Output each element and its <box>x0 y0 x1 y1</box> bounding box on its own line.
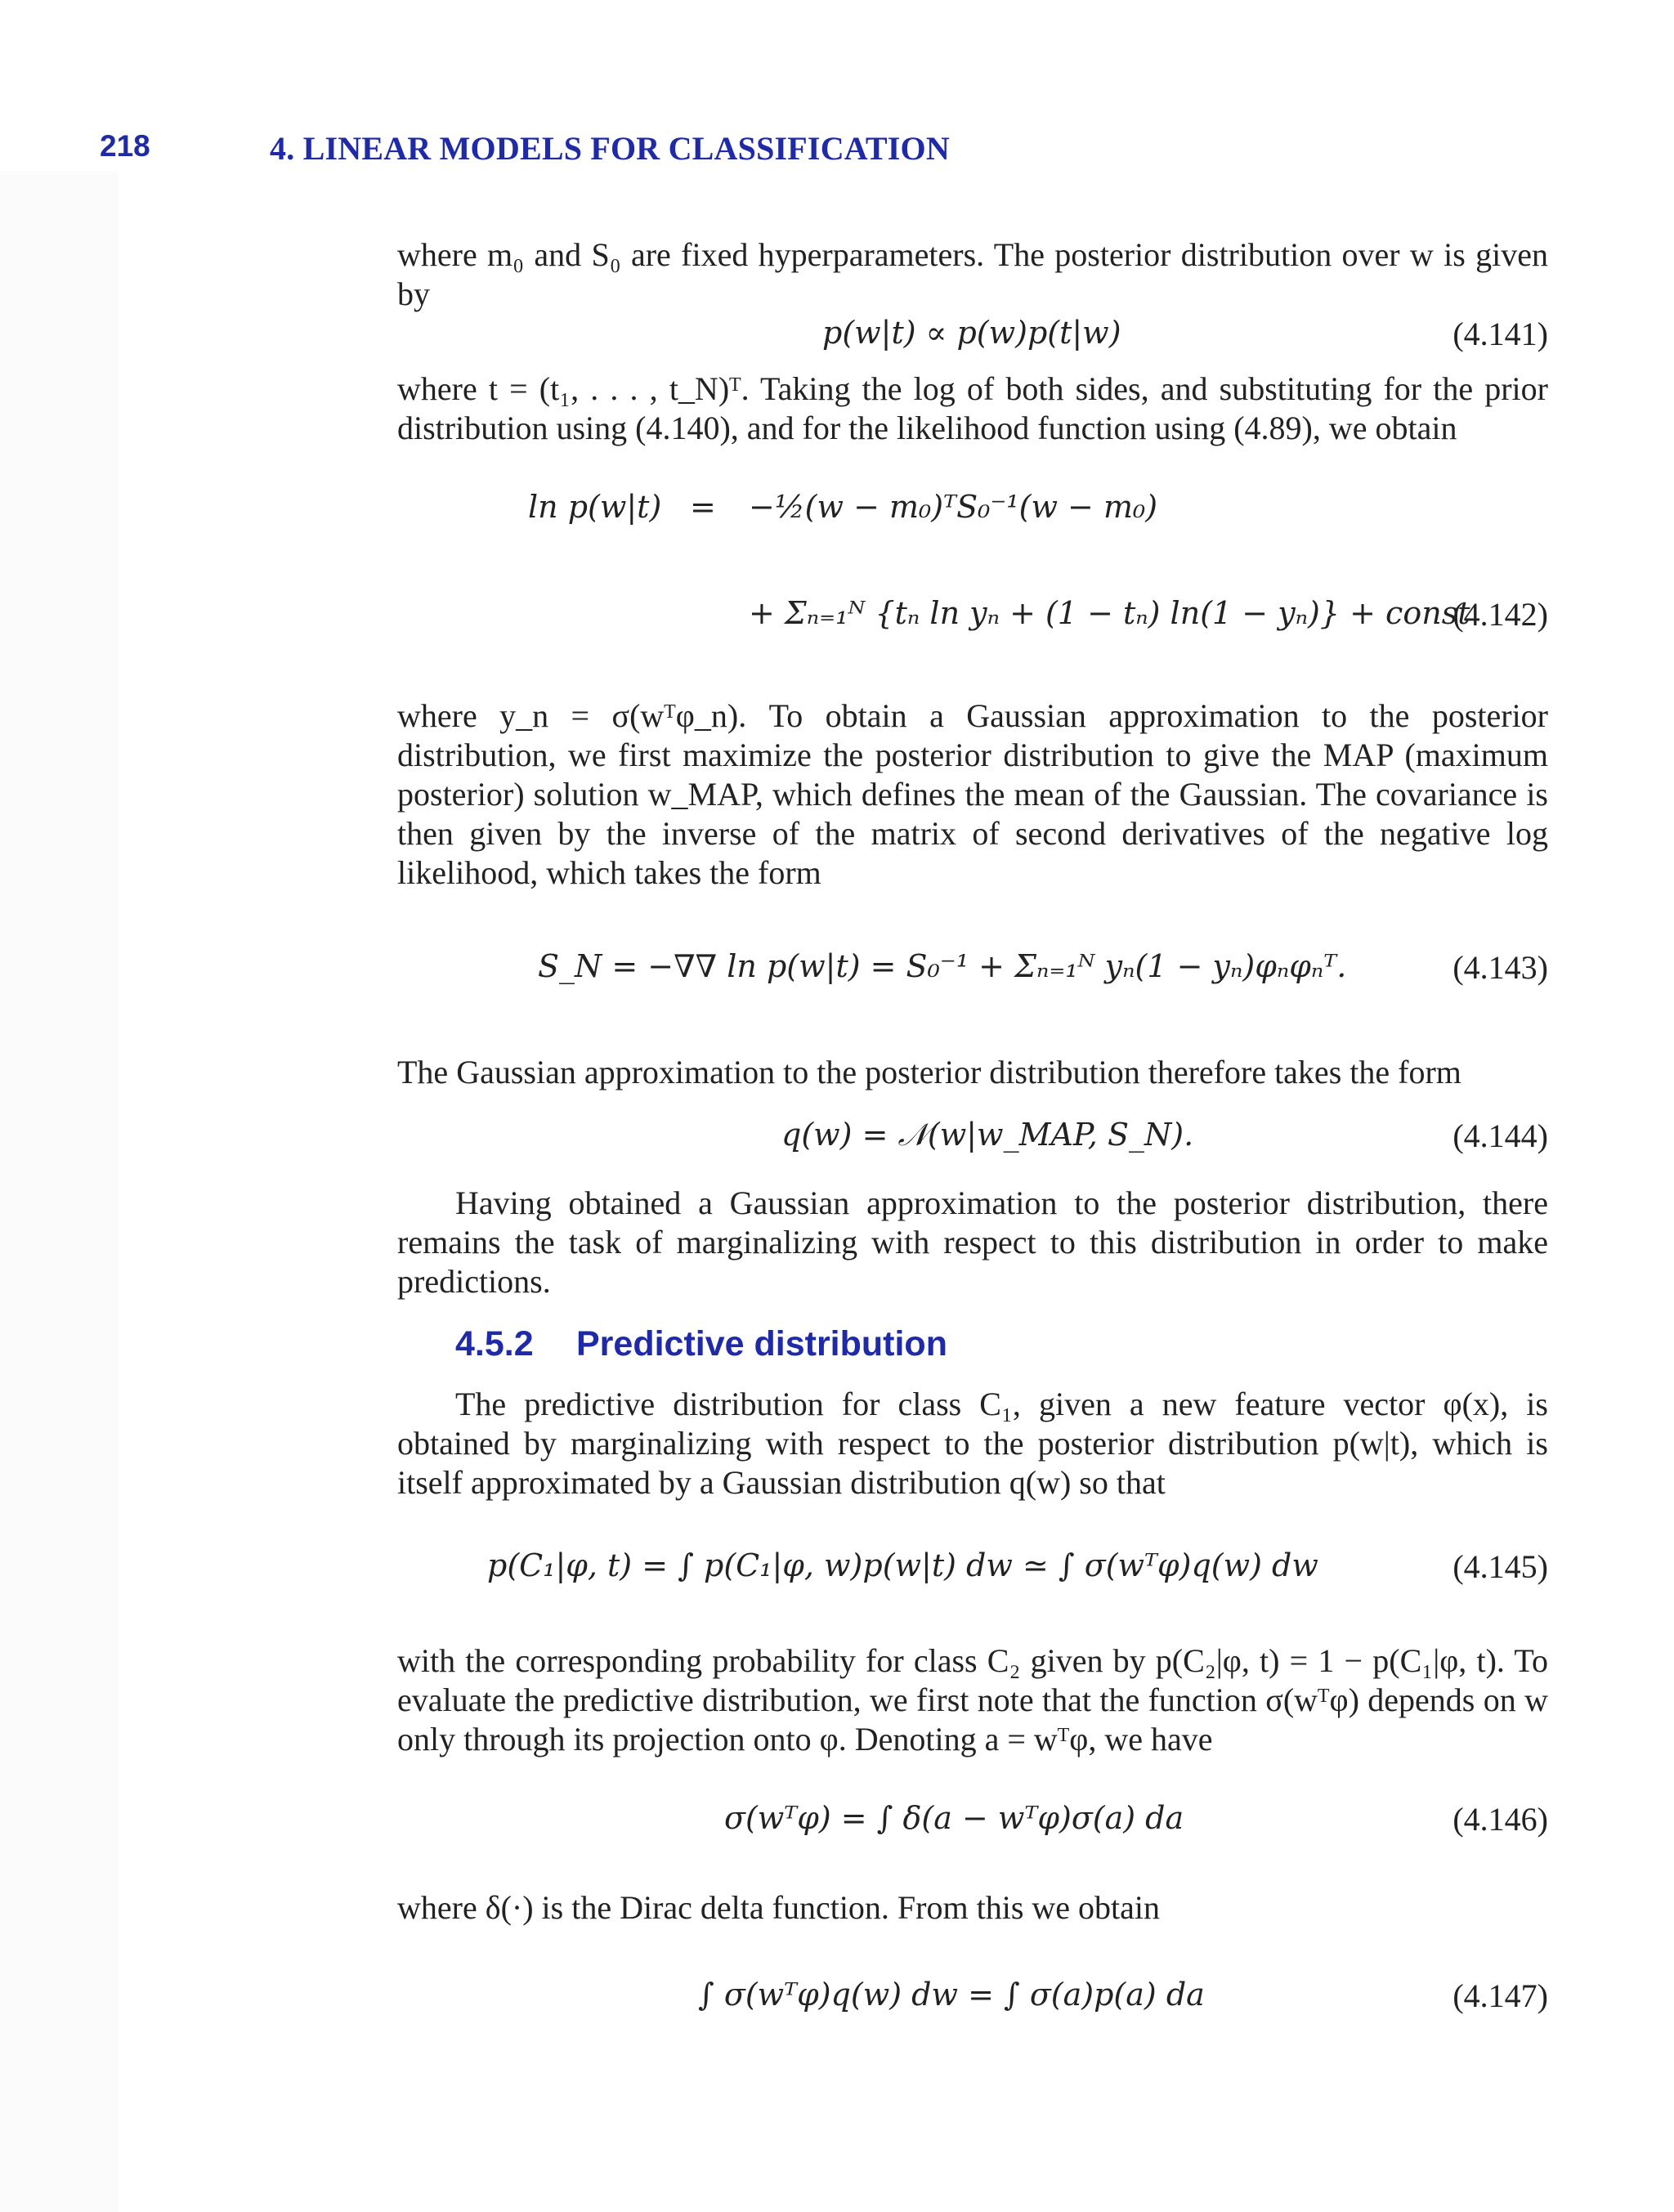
equation-number: (4.142) <box>1452 596 1548 633</box>
equation-4-142-line2 <box>397 595 1548 644</box>
section-title: Predictive distribution <box>576 1324 947 1363</box>
section-heading <box>455 1324 947 1364</box>
equation-number: (4.145) <box>1452 1548 1548 1585</box>
paragraph-predictive-distribution: The predictive distribution for class C₁, given a new feature vector φ(x), is obtained by marginalizing with respect to the posterior distribution p(w|t), which is itself approximated by a Gaussian distribution q(w) so that <box>397 1386 1548 1501</box>
equation-expression: p(w|t) ∝ p(w)p(t|w) <box>822 315 1121 351</box>
page-margin-shade <box>0 172 119 2212</box>
equation-number: (4.141) <box>1452 316 1548 352</box>
equation-number: (4.143) <box>1452 949 1548 986</box>
paragraph-map-solution: where y_n = σ(wᵀφ_n). To obtain a Gaussian approximation to the posterior distribution, we first maximize the posterior distribution to give the MAP (maximum posterior) solution w_MAP, which defines the mean of the Gaussian. The covariance is then given by the inverse of the matrix of second derivatives of the negative log likelihood, which takes the form <box>397 697 1548 891</box>
paragraph-gaussian-approximation: The Gaussian approximation to the posterior distribution therefore takes the form <box>397 1054 1461 1090</box>
equation-number: (4.146) <box>1452 1801 1548 1838</box>
equation-4-143 <box>397 948 1548 997</box>
equation-expression: p(C₁|φ, t) = ∫ p(C₁|φ, w)p(w|t) dw ≃ ∫ σ(wᵀφ)q(w) dw <box>487 1547 1318 1583</box>
page-header <box>0 129 1674 178</box>
chapter-title: 4. LINEAR MODELS FOR CLASSIFICATION <box>270 130 950 167</box>
equation-expression: σ(wᵀφ) = ∫ δ(a − wᵀφ)σ(a) da <box>724 1800 1184 1836</box>
paragraph-log-posterior: where t = (t₁, . . . , t_N)ᵀ. Taking the log of both sides, and substituting for the prior distribution using (4.140), and for the likelihood function using (4.89), we obtain <box>397 370 1548 446</box>
equation-expression: q(w) = 𝒩(w|w_MAP, S_N). <box>781 1117 1194 1153</box>
equation-number: (4.147) <box>1452 1977 1548 2014</box>
paragraph-hyperparameters: where m₀ and S₀ are fixed hyperparameters. The posterior distribution over w is given by <box>397 236 1548 312</box>
section-number: 4.5.2 <box>455 1324 534 1363</box>
paragraph-dirac-delta: where δ(·) is the Dirac delta function. From this we obtain <box>397 1889 1161 1926</box>
equation-expression: S_N = −∇∇ ln p(w|t) = S₀⁻¹ + Σₙ₌₁ᴺ yₙ(1 − yₙ)φₙφₙᵀ. <box>538 948 1347 984</box>
equation-expression: ∫ σ(wᵀφ)q(w) dw = ∫ σ(a)p(a) da <box>698 1977 1205 2013</box>
equation-rhs: −½(w − m₀)ᵀS₀⁻¹(w − m₀) <box>749 489 1158 525</box>
equation-4-142-line1 <box>397 489 1548 538</box>
equation-4-145 <box>397 1547 1548 1596</box>
equation-4-146 <box>397 1800 1548 1849</box>
equation-4-144 <box>397 1117 1548 1166</box>
equation-4-141 <box>397 315 1548 364</box>
paragraph-marginalizing: Having obtained a Gaussian approximation to the posterior distribution, there remains the task of marginalizing with respect to this distribution in order to make predictions. <box>397 1184 1548 1300</box>
page-number: 218 <box>100 129 150 163</box>
equation-number: (4.144) <box>1452 1117 1548 1154</box>
equation-lhs: ln p(w|t) <box>528 489 662 525</box>
paragraph-class-two-probability: with the corresponding probability for class C₂ given by p(C₂|φ, t) = 1 − p(C₁|φ, t). To evaluate the predictive distribution, we first note that the function σ(wᵀφ) depends on w only through its projection onto φ. Denoting a = wᵀφ, we have <box>397 1642 1549 1758</box>
equation-expression: + Σₙ₌₁ᴺ {tₙ ln yₙ + (1 − tₙ) ln(1 − yₙ)} + const <box>749 595 1470 631</box>
equation-4-147 <box>397 1977 1548 2026</box>
equation-equals: = <box>690 489 716 525</box>
